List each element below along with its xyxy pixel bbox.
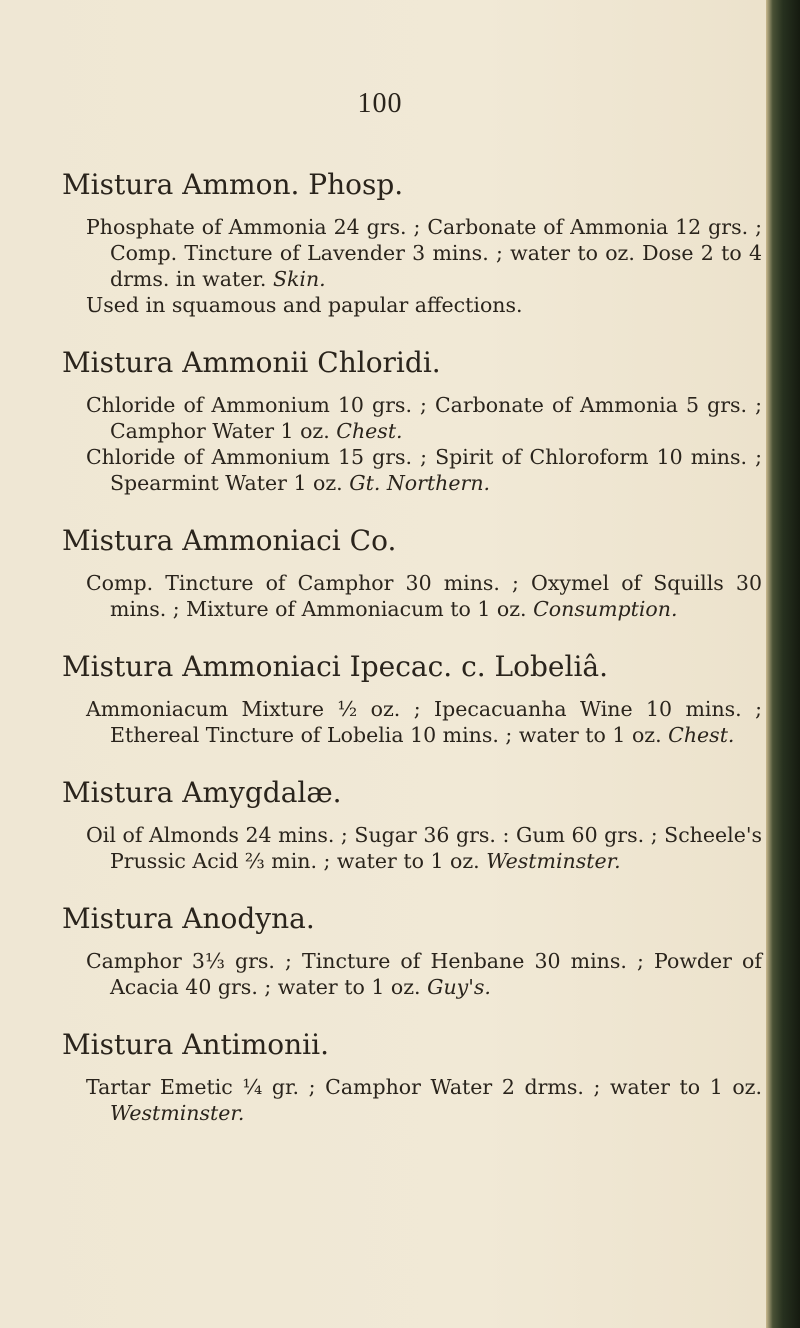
entry-note-block [86,292,762,318]
entry-mistura-ammon-phosp [62,168,762,318]
entry-text: Phosphate of Ammonia 24 grs. ; Carbonate of Ammonia 12 grs. ; Comp. Tincture of Lavender 3 mins. ; water to oz. Dose 2 to 4 drms. in water. [86,215,762,291]
entry-title: Mistura Ammoniaci Ipecac. c. Lobeliâ. [62,650,608,683]
entry-mistura-antimonii [62,1028,762,1126]
entry-text-block [86,822,762,874]
entry-reference-2: Gt. Northern. [349,471,491,495]
entry-body [86,214,762,318]
recipe-list [62,168,762,1154]
page-number: 100 [357,88,403,119]
entry-text-2: Chloride of Ammonium 15 grs. ; Spirit of Chloroform 10 mins. ; Spearmint Water 1 oz. [86,445,762,495]
entry-text-block [86,948,762,1000]
entry-text: Oil of Almonds 24 mins. ; Sugar 36 grs. : Gum 60 grs. ; Scheele's Prussic Acid ⅔ min. ; water to 1 oz. [86,823,762,873]
entry-mistura-ammoniaci-co [62,524,762,622]
entry-title: Mistura Ammoniaci Co. [62,524,397,557]
entry-text-block-2 [86,444,762,496]
entry-text: Camphor 3⅓ grs. ; Tincture of Henbane 30 mins. ; Powder of Acacia 40 grs. ; water to 1 oz. [86,949,762,999]
entry-title: Mistura Ammonii Chloridi. [62,346,441,379]
entry-reference: Consumption. [533,597,678,621]
page-edge-binding [766,0,800,1328]
entry-mistura-ammonii-chloridi [62,346,762,496]
entry-mistura-amygdalae [62,776,762,874]
entry-text-block [86,570,762,622]
entry-reference: Westminster. [110,1101,245,1125]
entry-text: Tartar Emetic ¼ gr. ; Camphor Water 2 drms. ; water to 1 oz. [86,1075,762,1099]
entry-mistura-anodyna [62,902,762,1000]
entry-reference: Skin. [272,267,326,291]
entry-reference: Chest. [668,723,735,747]
entry-text: Comp. Tincture of Camphor 30 mins. ; Oxymel of Squills 30 mins. ; Mixture of Ammoniacum to 1 oz. [86,571,762,621]
entry-title: Mistura Ammon. Phosp. [62,168,404,201]
entry-body [86,392,762,496]
entry-body [86,948,762,1000]
entry-reference: Westminster. [486,849,621,873]
entry-title: Mistura Antimonii. [62,1028,329,1061]
entry-text-block [86,1074,762,1126]
entry-note: Used in squamous and papular affections. [86,293,523,317]
entry-body [86,570,762,622]
entry-text-block [86,696,762,748]
entry-text: Ammoniacum Mixture ½ oz. ; Ipecacuanha Wine 10 mins. ; Ethereal Tincture of Lobelia 10 mins. ; water to 1 oz. [86,697,762,747]
entry-title: Mistura Amygdalæ. [62,776,342,809]
entry-text: Chloride of Ammonium 10 grs. ; Carbonate of Ammonia 5 grs. ; Camphor Water 1 oz. [86,393,762,443]
entry-body [86,696,762,748]
entry-body [86,822,762,874]
entry-title: Mistura Anodyna. [62,902,315,935]
entry-text-block [86,214,762,292]
entry-reference: Chest. [336,419,403,443]
entry-mistura-ammoniaci-ipecac [62,650,762,748]
entry-body [86,1074,762,1126]
entry-text-block [86,392,762,444]
entry-reference: Guy's. [427,975,491,999]
